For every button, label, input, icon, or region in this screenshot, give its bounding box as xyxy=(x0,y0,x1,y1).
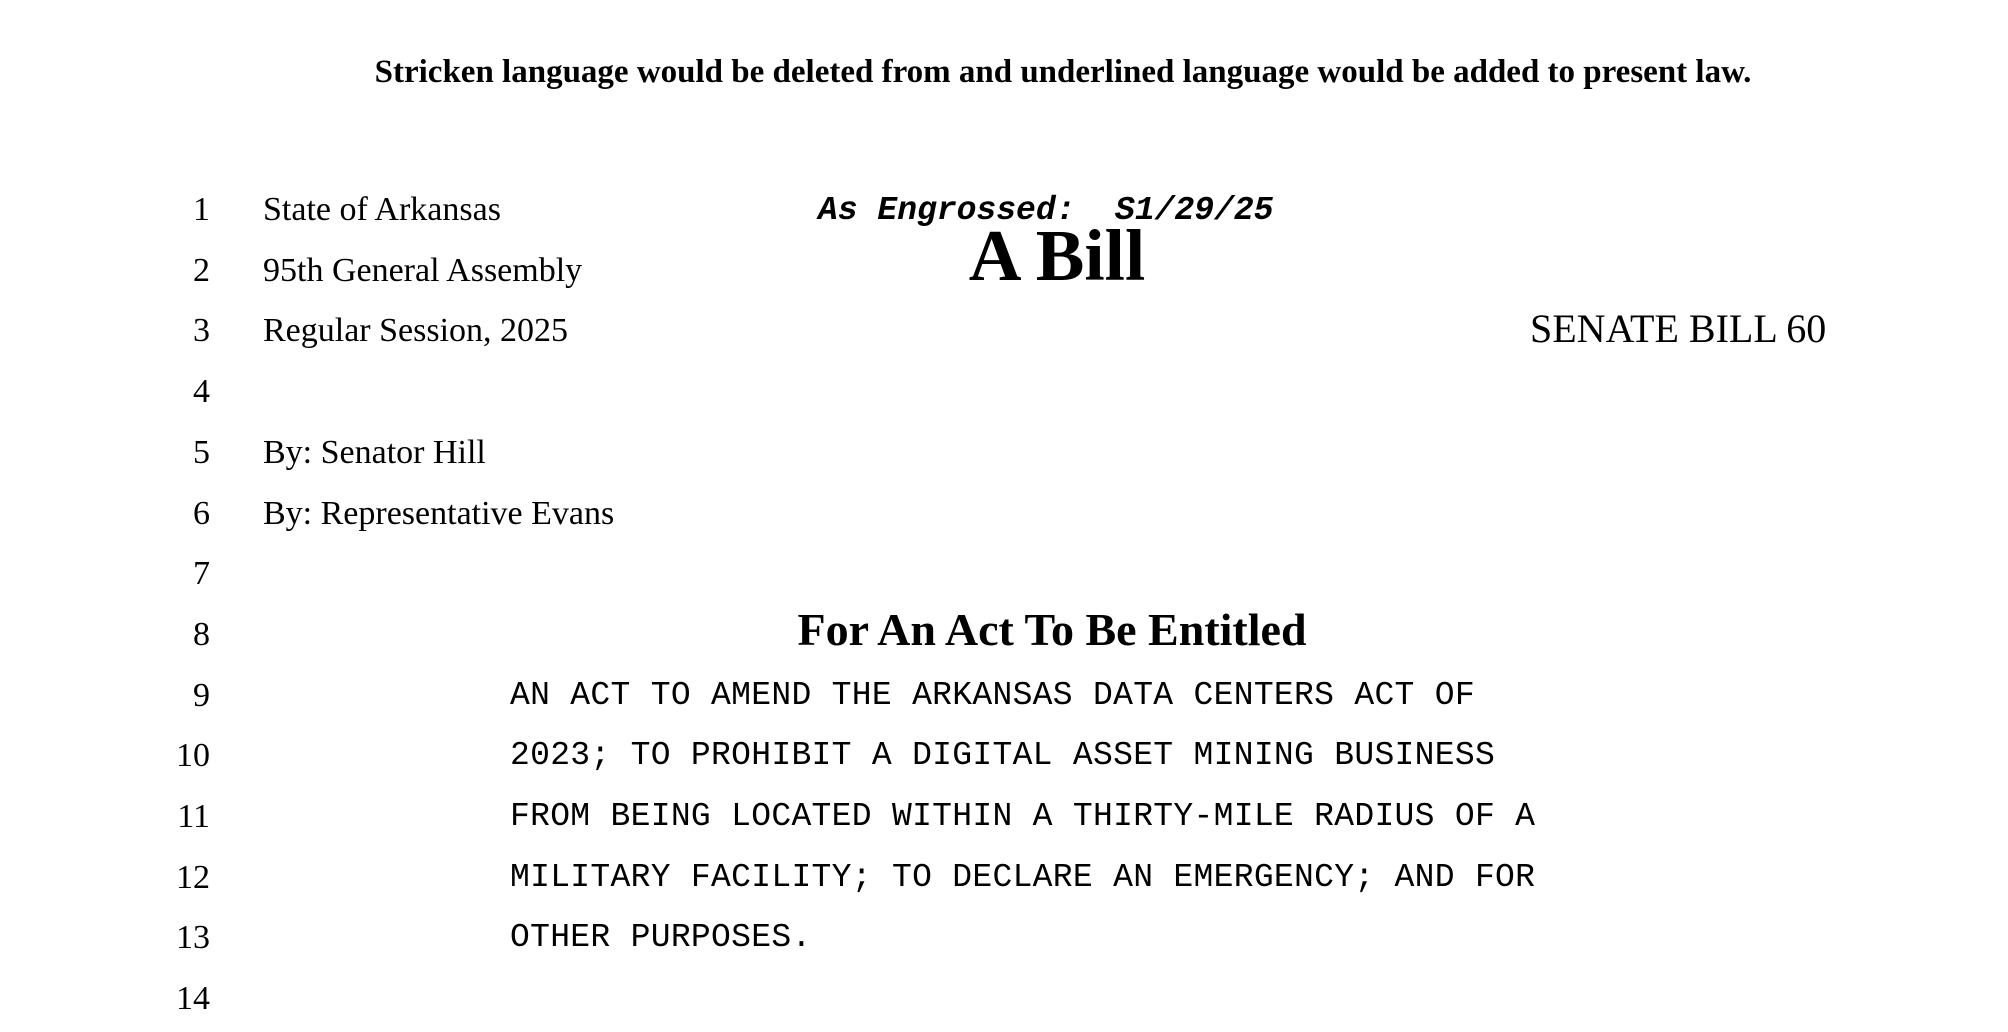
act-title-line-5: OTHER PURPOSES. xyxy=(510,919,812,956)
session-label: Regular Session, 2025 xyxy=(263,312,569,349)
state-name: State of Arkansas xyxy=(263,191,501,228)
line-number-11: 11 xyxy=(177,798,210,835)
sponsor-senator: By: Senator Hill xyxy=(263,434,486,471)
act-title-line-1: AN ACT TO AMEND THE ARKANSAS DATA CENTERS ACT OF xyxy=(510,677,1475,714)
line-number-6: 6 xyxy=(193,495,210,532)
act-title-line-2: 2023; TO PROHIBIT A DIGITAL ASSET MINING BUSINESS xyxy=(510,737,1496,774)
line-number-9: 9 xyxy=(193,677,210,714)
line-number-8: 8 xyxy=(193,616,210,653)
stricken-language-notice: Stricken language would be deleted from and underlined language would be added to present law. xyxy=(374,54,1752,90)
line-number-4: 4 xyxy=(193,373,210,410)
act-title-line-4: MILITARY FACILITY; TO DECLARE AN EMERGENCY; AND FOR xyxy=(510,859,1536,896)
sponsor-representative: By: Representative Evans xyxy=(263,495,615,532)
line-number-10: 10 xyxy=(176,737,210,774)
line-number-2: 2 xyxy=(193,252,210,289)
line-number-1: 1 xyxy=(193,191,210,228)
act-heading: For An Act To Be Entitled xyxy=(797,604,1307,655)
line-number-13: 13 xyxy=(176,919,210,956)
engrossed-stamp: As Engrossed: S1/29/25 xyxy=(818,192,1274,229)
line-number-3: 3 xyxy=(193,312,210,349)
line-number-12: 12 xyxy=(176,859,210,896)
bill-heading: A Bill xyxy=(968,215,1146,296)
line-number-5: 5 xyxy=(193,434,210,471)
line-number-14: 14 xyxy=(176,980,210,1017)
line-number-7: 7 xyxy=(193,555,210,592)
bill-number: SENATE BILL 60 xyxy=(1530,306,1827,351)
act-title-line-3: FROM BEING LOCATED WITHIN A THIRTY-MILE RADIUS OF A xyxy=(510,798,1536,835)
general-assembly: 95th General Assembly xyxy=(263,252,583,289)
